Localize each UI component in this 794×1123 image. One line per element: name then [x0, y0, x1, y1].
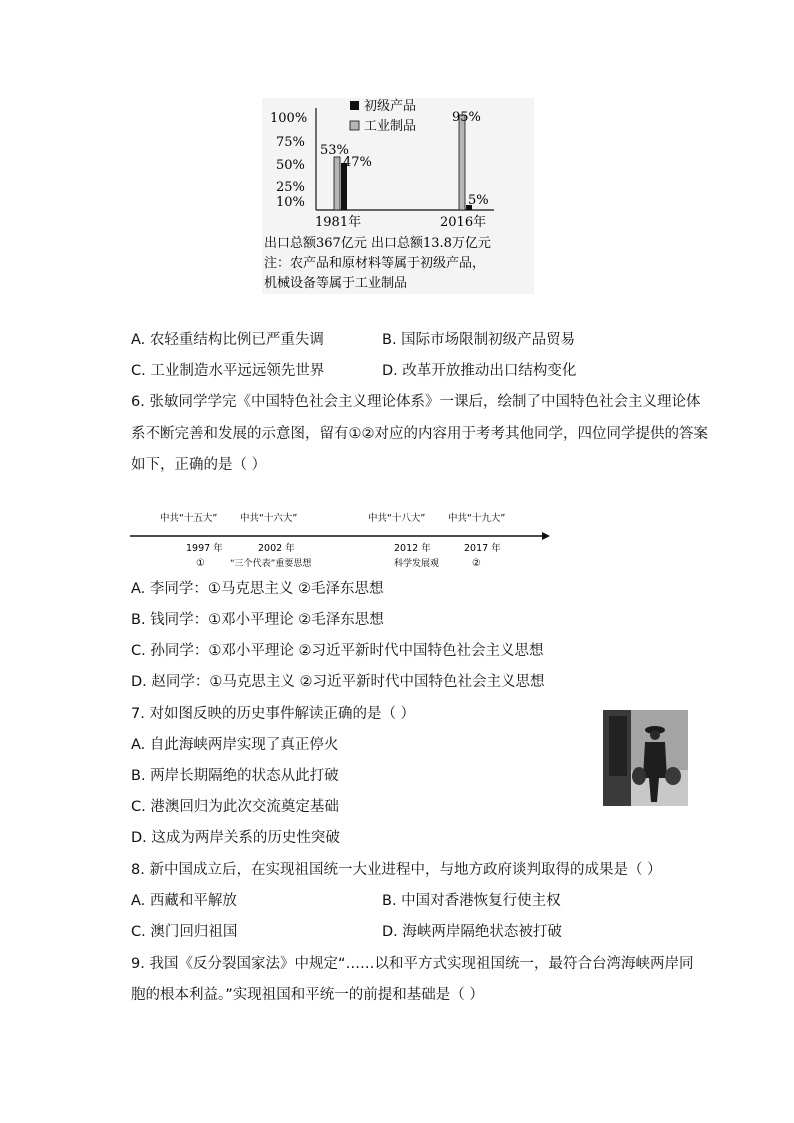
timeline-theory: 科学发展观 — [394, 559, 440, 569]
ytick-label: 25% — [276, 180, 305, 195]
data-label: 5% — [468, 193, 489, 208]
q8-stem: 8. 新中国成立后，在实现祖国统一大业进程中，与地方政府谈判取得的成果是（ ） — [131, 862, 662, 878]
timeline-event: 中共“十八大” — [368, 513, 426, 524]
q6-stem-line1: 6. 张敏同学学完《中国特色社会主义理论体系》一课后，绘制了中国特色社会主义理论体 — [131, 394, 701, 410]
category-label: 2016年 — [440, 215, 487, 230]
data-label: 53% — [320, 143, 349, 158]
timeline-year: 2002 年 — [258, 543, 295, 554]
ytick-label: 100% — [270, 111, 308, 126]
q6-stem-line2: 系不断完善和发展的示意图，留有①②对应的内容用于考考其他同学，四位同学提供的答案 — [131, 426, 708, 442]
q6-option-d[interactable]: D. 赵同学：①马克思主义 ②习近平新时代中国特色社会主义思想 — [131, 674, 545, 690]
q7-option-c[interactable]: C. 港澳回归为此次交流奠定基础 — [131, 799, 339, 815]
timeline-event: 中共“十九大” — [448, 513, 506, 524]
timeline-event: 中共“十五大” — [160, 513, 218, 524]
export-structure-chart — [262, 98, 534, 294]
q8-option-b[interactable]: B. 中国对香港恢复行使主权 — [382, 893, 561, 909]
timeline-blank-1: ① — [196, 558, 205, 569]
bar-industrial-1 — [459, 115, 465, 210]
chart-note: 注：农产品和原材料等属于初级产品， — [264, 256, 486, 271]
legend-label: 初级产品 — [364, 99, 417, 114]
q7-option-a[interactable]: A. 自此海峡两岸实现了真正停火 — [131, 737, 339, 753]
timeline-blank-2: ② — [472, 558, 481, 569]
bar-industrial-0 — [334, 157, 340, 210]
legend-label: 工业制品 — [364, 119, 417, 134]
timeline-theory: “三个代表”重要思想 — [230, 559, 312, 569]
photo-figure-svg — [603, 710, 688, 806]
q6-stem-line3: 如下，正确的是（ ） — [131, 457, 267, 473]
historical-photo — [603, 710, 688, 806]
data-label: 95% — [452, 110, 481, 125]
q8-option-d[interactable]: D. 海峡两岸隔绝状态被打破 — [382, 924, 562, 940]
q7-option-d[interactable]: D. 这成为两岸关系的历史性突破 — [131, 830, 340, 846]
q8-option-a[interactable]: A. 西藏和平解放 — [131, 893, 237, 909]
ytick-label: 10% — [276, 195, 305, 210]
q5-option-d[interactable]: D. 改革开放推动出口结构变化 — [382, 363, 577, 379]
q6-option-b[interactable]: B. 钱同学：①邓小平理论 ②毛泽东思想 — [131, 612, 384, 628]
q5-option-c[interactable]: C. 工业制造水平远远领先世界 — [131, 363, 325, 379]
theory-timeline — [130, 505, 550, 575]
category-label: 1981年 — [315, 215, 362, 230]
q8-option-c[interactable]: C. 澳门回归祖国 — [131, 924, 238, 940]
timeline-year: 2017 年 — [464, 543, 501, 554]
chart-note: 出口总额367亿元 出口总额13.8万亿元 — [264, 236, 491, 251]
timeline-year: 2012 年 — [394, 543, 431, 554]
ytick-label: 75% — [276, 135, 305, 150]
q5-option-a[interactable]: A. 农轻重结构比例已严重失调 — [131, 332, 324, 348]
q6-option-c[interactable]: C. 孙同学：①邓小平理论 ②习近平新时代中国特色社会主义思想 — [131, 643, 544, 659]
timeline-event: 中共“十六大” — [240, 513, 298, 524]
legend-swatch-industrial — [350, 121, 359, 130]
legend-swatch-primary — [350, 101, 359, 110]
q9-stem-line1: 9. 我国《反分裂国家法》中规定“……以和平方式实现祖国统一，最符合台湾海峡两岸同 — [131, 956, 694, 972]
data-label: 47% — [343, 155, 372, 170]
q7-stem: 7. 对如图反映的历史事件解读正确的是（ ） — [131, 706, 416, 722]
timeline-svg — [130, 505, 550, 575]
timeline-year: 1997 年 — [186, 543, 223, 554]
q5-option-b[interactable]: B. 国际市场限制初级产品贸易 — [382, 332, 576, 348]
ytick-label: 50% — [276, 158, 305, 173]
bar-primary-0 — [341, 163, 347, 210]
chart-svg — [262, 98, 534, 294]
timeline-arrow — [542, 532, 550, 540]
q6-option-a[interactable]: A. 李同学：①马克思主义 ②毛泽东思想 — [131, 581, 384, 597]
q9-stem-line2: 胞的根本利益。”实现祖国和平统一的前提和基础是（ ） — [131, 987, 484, 1003]
chart-note: 机械设备等属于工业制品 — [264, 276, 408, 291]
q7-option-b[interactable]: B. 两岸长期隔绝的状态从此打破 — [131, 768, 339, 784]
